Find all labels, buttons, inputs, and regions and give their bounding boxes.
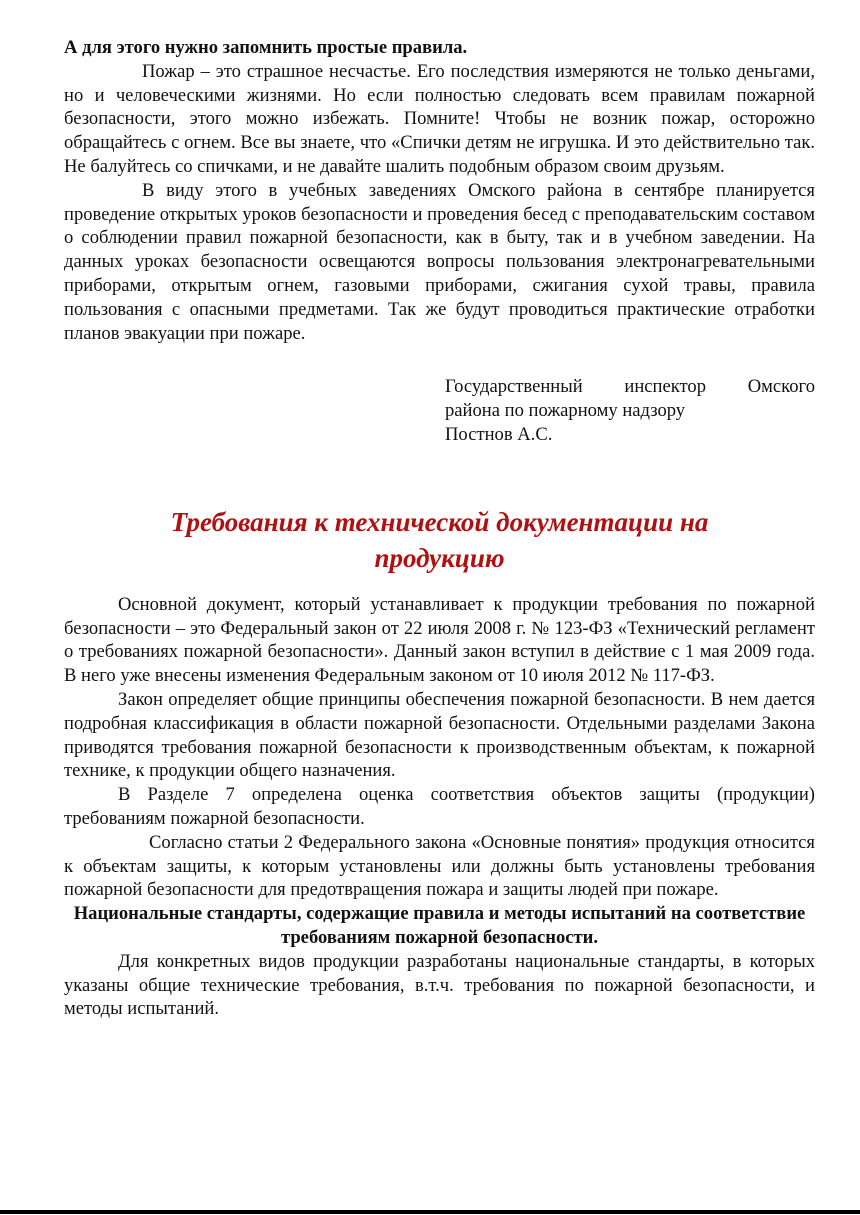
paragraph-fire-danger: Пожар – это страшное несчастье. Его последствия измеряются не только деньгами, но и человеческими жизнями. Но если полностью следовать всем правилам пожарной безопасности, этого можно избежать. Помните! Чтобы не возник пожар, осторожно обращайтесь с огнем. Все вы знаете, что «Спички детям не игрушка. И это действительно так. Не балуйтесь со спичками, и не давайте шалить подобным образом своим друзьям.: [64, 60, 815, 177]
paragraph-law-principles: Закон определяет общие принципы обеспечения пожарной безопасности. В нем дается подробная классификация в области пожарной безопасности. Отдельными разделами Закона приводятся требования пожарной безопасности к производственным объектам, к пожарной технике, к продукции общего назначения.: [64, 688, 815, 782]
section-heading: Требования к технической документации на продукцию: [170, 506, 709, 573]
paragraph-article-2: Согласно статьи 2 Федерального закона «Основные понятия» продукция относится к объектам защиты, к которым установлены или должны быть установлены требования пожарной безопасности для предотвращения пожара и защиты людей при пожаре.: [64, 831, 815, 901]
paragraph-section-7: В Разделе 7 определена оценка соответствия объектов защиты (продукции) требованиям пожарной безопасности.: [64, 784, 815, 829]
signature-department: района по пожарному надзору: [445, 400, 686, 422]
signature-block: [445, 375, 815, 446]
subheading-national-standards: Национальные стандарты, содержащие правила и методы испытаний на соответствие требованиям пожарной безопасности.: [73, 903, 806, 948]
signature-name: Постнов А.С.: [445, 423, 553, 445]
section-body: [64, 593, 815, 1021]
document-page: [64, 36, 815, 1021]
paragraph-safety-lessons: В виду этого в учебных заведениях Омского района в сентябре планируется проведение открытых уроков безопасности и проведения бесед с преподавательским составом о соблюдении правил пожарной безопасности, как в быту, так и в учебном заведении. На данных уроках безопасности освещаются вопросы пользования электронагревательными приборами, открытым огнем, газовыми приборами, сжигания сухой травы, правила пользования с опасными предметами. Так же будут проводиться практические отработки планов эвакуации при пожаре.: [64, 179, 815, 344]
paragraph-standards: Для конкретных видов продукции разработаны национальные стандарты, в которых указаны общие технические требования, в.т.ч. требования по пожарной безопасности, и методы испытаний.: [64, 950, 815, 1020]
signature-title: Государственный инспектор Омского: [445, 376, 815, 398]
paragraph-federal-law: Основной документ, который устанавливает к продукции требования по пожарной безопасности – это Федеральный закон от 22 июля 2008 г. № 123-ФЗ «Технический регламент о требованиях пожарной безопасности». Данный закон вступил в действие с 1 мая 2009 года. В него уже внесены изменения Федеральным законом от 10 июля 2012 № 117-ФЗ.: [64, 593, 815, 687]
intro-bold-line: А для этого нужно запомнить простые правила.: [64, 37, 468, 58]
bottom-rule: [0, 1210, 860, 1214]
